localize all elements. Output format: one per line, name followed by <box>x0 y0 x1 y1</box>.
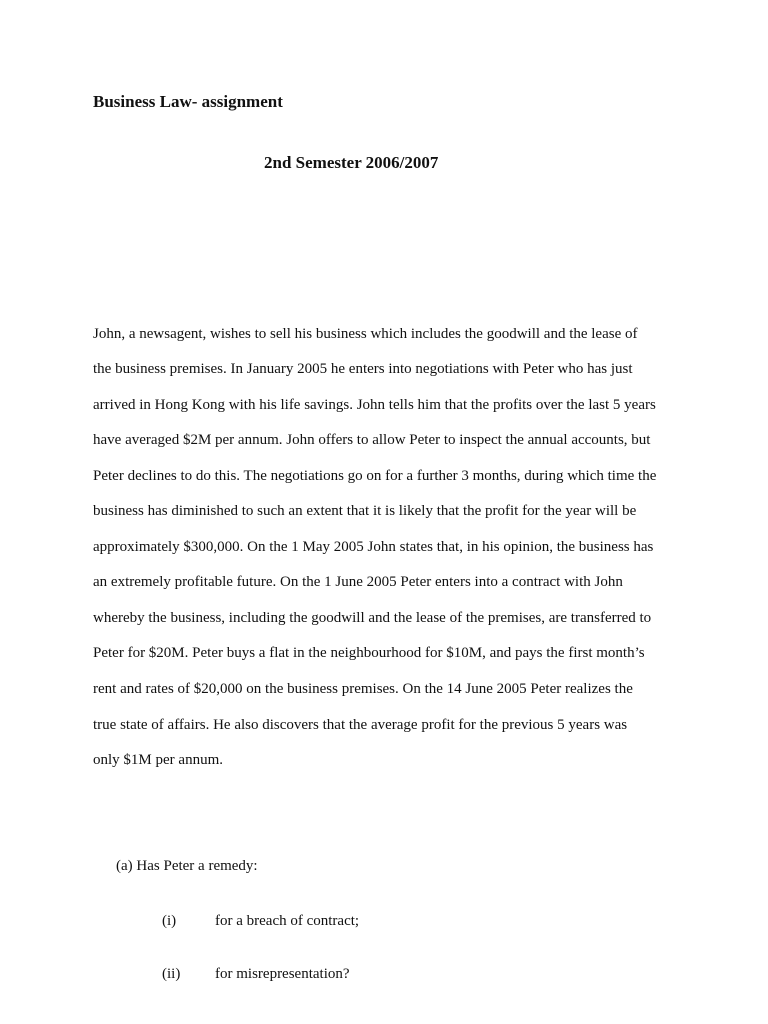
question-a: (a) Has Peter a remedy: <box>116 858 258 874</box>
paragraph-line: Peter for $20M. Peter buys a flat in the neighbourhood for $10M, and pays the first month’s <box>93 645 645 661</box>
paragraph-line: have averaged $2M per annum. John offers to allow Peter to inspect the annual accounts, but <box>93 432 651 448</box>
sub-question-text: for misrepresentation? <box>215 966 350 982</box>
sub-question-number: (i) <box>162 913 177 929</box>
document-subtitle: 2nd Semester 2006/2007 <box>264 153 439 172</box>
paragraph-line: true state of affairs. He also discovers that the average profit for the previous 5 years was <box>93 717 628 733</box>
paragraph-line: business has diminished to such an extent that it is likely that the profit for the year will be <box>93 503 637 519</box>
paragraph-line: rent and rates of $20,000 on the business premises. On the 14 June 2005 Peter realizes the <box>93 681 633 697</box>
paragraph-line: only $1M per annum. <box>93 752 223 768</box>
paragraph-line: whereby the business, including the goodwill and the lease of the premises, are transferred to <box>93 610 652 626</box>
paragraph-line: arrived in Hong Kong with his life savings. John tells him that the profits over the last 5 years <box>93 397 656 413</box>
paragraph-line: approximately $300,000. On the 1 May 2005 John states that, in his opinion, the business has <box>93 539 654 555</box>
sub-question-text: for a breach of contract; <box>215 913 360 929</box>
paragraph-line: Peter declines to do this. The negotiations go on for a further 3 months, during which time the <box>93 468 657 484</box>
document-title: Business Law- assignment <box>93 92 283 111</box>
sub-question-number: (ii) <box>162 966 181 982</box>
paragraph-line: John, a newsagent, wishes to sell his business which includes the goodwill and the lease of <box>93 326 638 342</box>
paragraph-line: the business premises. In January 2005 he enters into negotiations with Peter who has just <box>93 361 633 377</box>
paragraph-line: an extremely profitable future. On the 1 June 2005 Peter enters into a contract with John <box>93 574 623 590</box>
